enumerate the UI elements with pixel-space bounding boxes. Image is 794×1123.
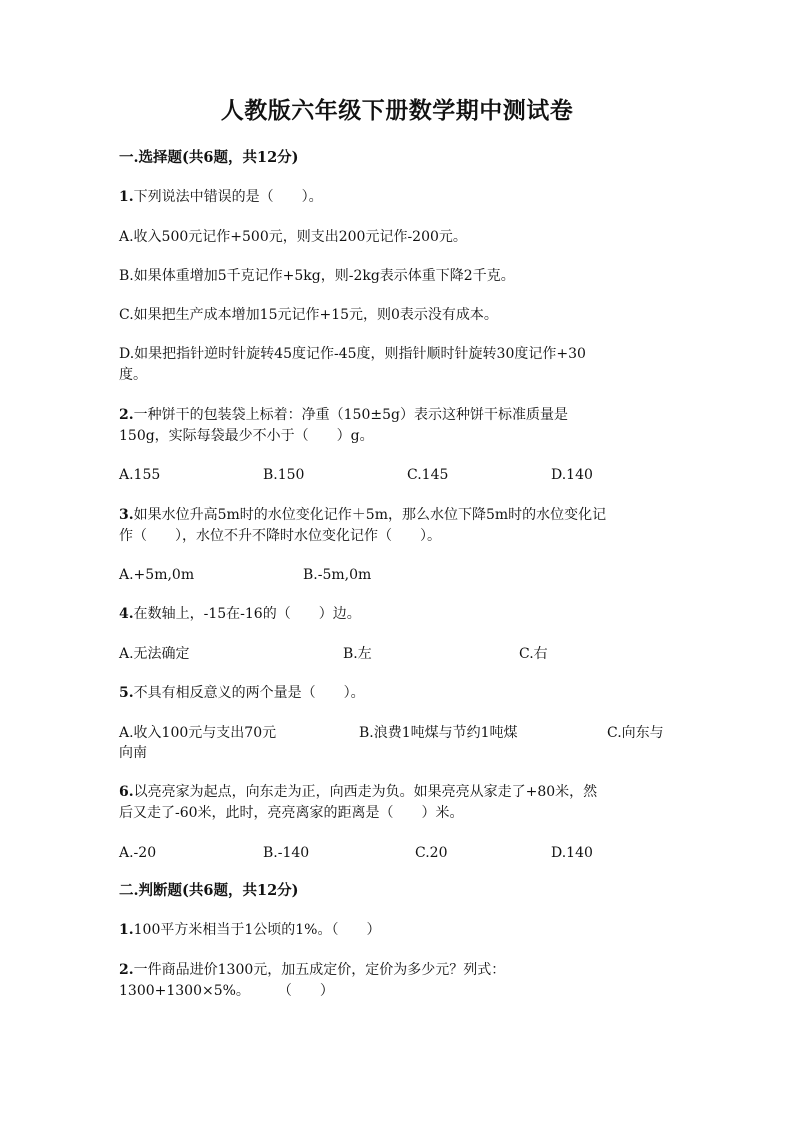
question-text: 一种饼干的包装袋上标着：净重（150±5g）表示这种饼干标准质量是 (133, 407, 568, 423)
option-b: B.如果体重增加5千克记作+5kg，则-2kg表示体重下降2千克。 (119, 268, 515, 284)
option-d: D.140 (551, 845, 593, 861)
question-text: 100平方米相当于1公顷的1%。（ ） (133, 922, 381, 938)
option-c: C.20 (415, 845, 448, 861)
question-2-stem-continued: 150g，实际每袋最少不小于（ ）g。 (119, 428, 374, 444)
page-title: 人教版六年级下册数学期中测试卷 (220, 97, 574, 124)
option-b: B.左 (343, 646, 372, 662)
option-a: A.+5m,0m (119, 567, 195, 583)
option-c: C.如果把生产成本增加15元记作+15元，则0表示没有成本。 (119, 307, 498, 323)
option-a: A.无法确定 (119, 646, 190, 662)
section-heading-judgment: 二.判断题(共6题，共12分) (119, 882, 299, 899)
question-6-stem (119, 782, 597, 802)
question-number: 4. (119, 606, 134, 622)
option-c-continued: 向南 (119, 745, 147, 761)
option-c: C.右 (519, 646, 548, 662)
question-2-stem (119, 405, 568, 425)
question-text: 如果水位升高5m时的水位变化记作＋5m，那么水位下降5m时的水位变化记 (133, 507, 607, 523)
option-d-continued: 度。 (119, 367, 147, 383)
question-text: 在数轴上，-15在-16的（ ）边。 (133, 606, 361, 622)
question-number: 1. (119, 189, 134, 205)
question-number: 2. (119, 407, 134, 423)
judgment-question-1 (119, 920, 380, 940)
question-text: 不具有相反意义的两个量是（ ）。 (133, 685, 365, 701)
option-c: C.145 (407, 467, 449, 483)
question-3-stem-continued: 作（ ），水位不升不降时水位变化记作（ ）。 (119, 528, 441, 544)
judgment-question-2-continued: 1300+1300×5%。 （ ） (119, 983, 334, 999)
option-b: B.-5m,0m (303, 567, 372, 583)
question-1-stem (119, 187, 323, 207)
question-number: 1. (119, 922, 134, 938)
question-text: 下列说法中错误的是（ ）。 (133, 189, 323, 205)
option-c: C.向东与 (607, 725, 664, 741)
question-text: 以亮亮家为起点，向东走为正，向西走为负。如果亮亮从家走了+80米，然 (133, 784, 598, 800)
question-text: 一件商品进价1300元，加五成定价，定价为多少元？列式： (133, 962, 506, 978)
question-4-stem (119, 604, 361, 624)
option-d: D.如果把指针逆时针旋转45度记作-45度，则指针顺时针旋转30度记作+30 (119, 346, 586, 362)
question-number: 3. (119, 507, 134, 523)
question-number: 5. (119, 685, 134, 701)
option-b: B.浪费1吨煤与节约1吨煤 (359, 725, 518, 741)
question-6-stem-continued: 后又走了-60米，此时，亮亮离家的距离是（ ）米。 (119, 805, 464, 821)
judgment-question-2 (119, 960, 505, 980)
option-a: A.-20 (119, 845, 157, 861)
option-a: A.收入100元与支出70元 (119, 725, 277, 741)
option-d: D.140 (551, 467, 593, 483)
question-number: 2. (119, 962, 134, 978)
question-3-stem (119, 505, 606, 525)
question-number: 6. (119, 784, 134, 800)
question-5-stem (119, 683, 365, 703)
section-heading-choice: 一.选择题(共6题，共12分) (119, 149, 299, 166)
option-a: A.收入500元记作+500元，则支出200元记作-200元。 (119, 229, 467, 245)
option-b: B.-140 (263, 845, 310, 861)
option-b: B.150 (263, 467, 305, 483)
option-a: A.155 (119, 467, 161, 483)
